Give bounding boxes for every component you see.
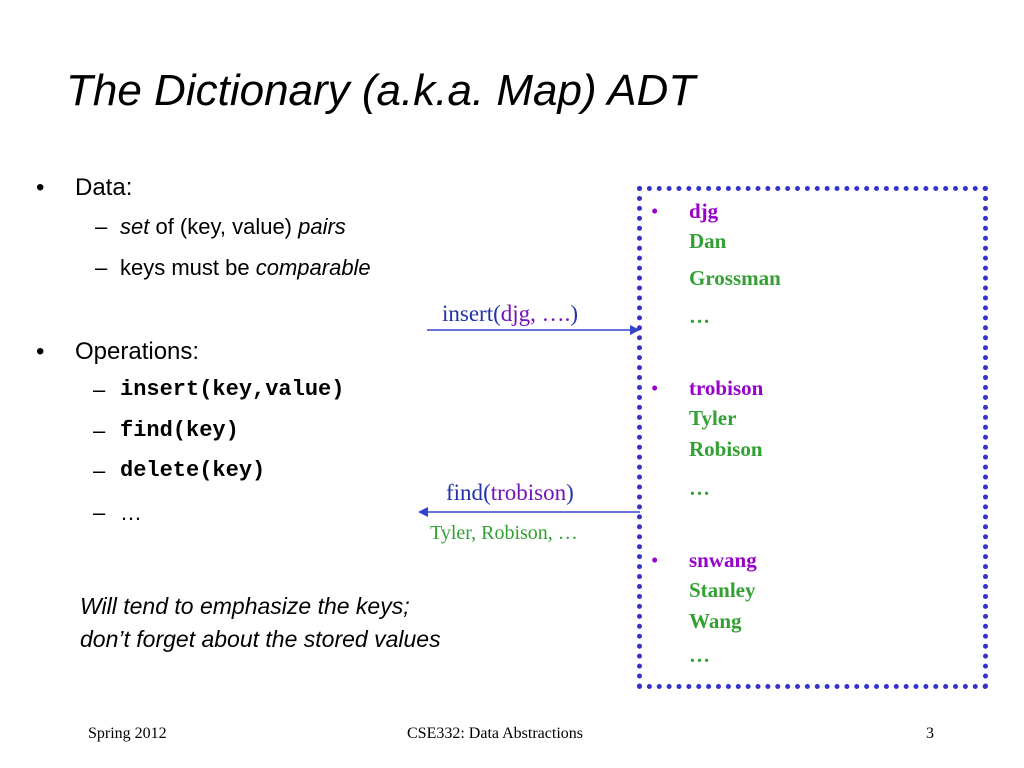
entry-value: Wang <box>689 609 742 633</box>
entry-value: Stanley <box>689 578 756 602</box>
entry-value: … <box>689 643 710 667</box>
dash: – <box>93 377 106 402</box>
slide-title: The Dictionary (a.k.a. Map) ADT <box>66 66 696 115</box>
bullet-dot: • <box>36 338 45 365</box>
find-result-label: Tyler, Robison, … <box>430 522 578 544</box>
entry-value: Tyler <box>689 406 737 430</box>
op-insert: insert(key,value) <box>120 377 345 402</box>
find-key: trobison <box>490 480 567 505</box>
note-line-1: Will tend to emphasize the keys; <box>80 593 410 619</box>
key-value-text: of (key, value) <box>149 214 299 239</box>
insert-arrow <box>427 325 640 335</box>
entry-bullet: • <box>651 199 659 223</box>
entry-key-trobison: trobison <box>689 376 764 400</box>
entry-key-djg: djg <box>689 199 719 223</box>
dash: – <box>95 255 108 280</box>
dash: – <box>93 418 106 443</box>
pairs-word: pairs <box>298 214 346 239</box>
find-arrow <box>418 507 640 517</box>
op-delete: delete(key) <box>120 458 266 483</box>
dash: – <box>93 500 106 525</box>
find-close: ) <box>566 480 574 505</box>
keys-must-be-text: keys must be <box>120 255 256 280</box>
footer-course: CSE332: Data Abstractions <box>407 725 583 742</box>
entry-key-snwang: snwang <box>689 548 757 572</box>
data-heading: Data: <box>75 174 133 201</box>
insert-close: ) <box>570 301 579 326</box>
comparable-word: comparable <box>255 255 371 280</box>
entry-value: … <box>689 304 710 328</box>
entry-value: Robison <box>689 437 763 461</box>
slide-number: 3 <box>926 725 934 742</box>
entry-bullet: • <box>651 548 659 572</box>
entry-value: Grossman <box>689 266 781 290</box>
insert-key: djg, …. <box>500 301 571 326</box>
dash: – <box>95 214 108 239</box>
operations-heading: Operations: <box>75 338 200 365</box>
op-find: find(key) <box>120 418 239 443</box>
entry-value: Dan <box>689 229 727 253</box>
bullet-dot: • <box>36 174 45 201</box>
find-fn: find <box>446 480 484 505</box>
footer-term: Spring 2012 <box>88 725 167 742</box>
insert-fn: insert( <box>442 301 501 326</box>
dash: – <box>93 458 106 483</box>
find-open: ( <box>483 480 491 505</box>
entry-value: … <box>689 476 710 500</box>
entry-bullet: • <box>651 376 659 400</box>
op-ellipsis: … <box>120 500 142 525</box>
set-word: set <box>120 214 150 239</box>
note-line-2: don’t forget about the stored values <box>80 626 441 652</box>
